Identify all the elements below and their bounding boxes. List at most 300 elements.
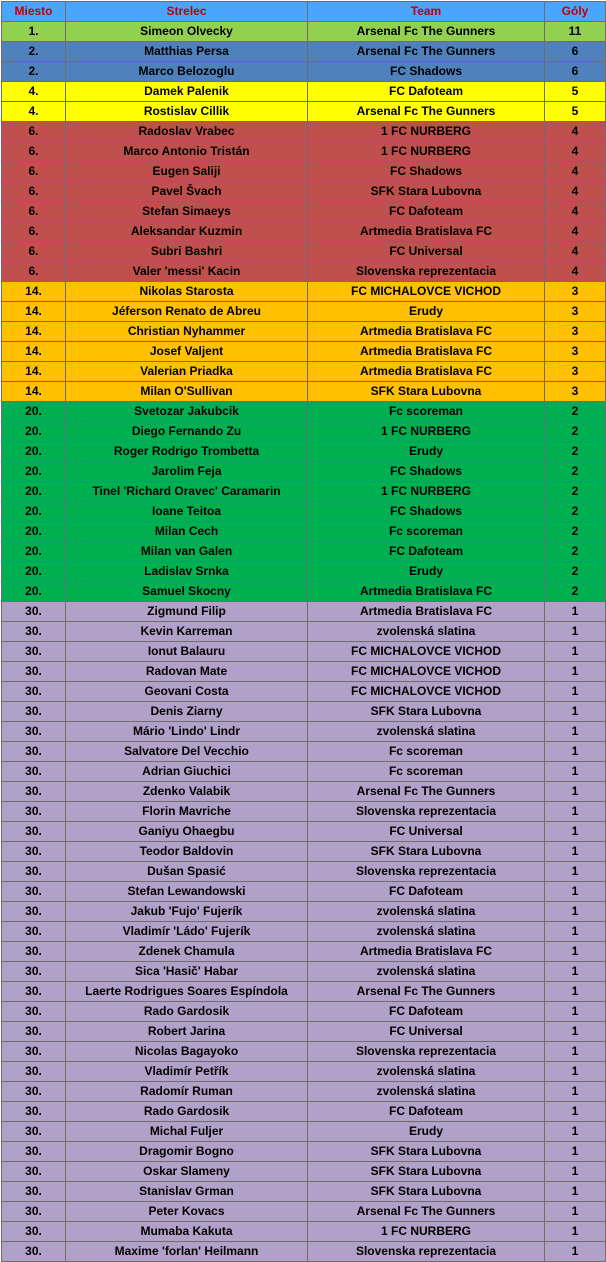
- player-cell: Stefan Lewandowski: [66, 882, 308, 902]
- team-cell: zvolenská slatina: [308, 902, 545, 922]
- rank-cell: 6.: [2, 222, 66, 242]
- player-cell: Vladimír 'Ládo' Fujerík: [66, 922, 308, 942]
- team-cell: FC Dafoteam: [308, 202, 545, 222]
- rank-cell: 1.: [2, 22, 66, 42]
- player-cell: Tinel 'Richard Oravec' Caramarin: [66, 482, 308, 502]
- rank-cell: 30.: [2, 782, 66, 802]
- goals-cell: 4: [545, 202, 606, 222]
- player-cell: Christian Nyhammer: [66, 322, 308, 342]
- team-cell: SFK Stara Lubovna: [308, 842, 545, 862]
- rank-cell: 30.: [2, 642, 66, 662]
- player-cell: Mumaba Kakuta: [66, 1222, 308, 1242]
- rank-cell: 30.: [2, 962, 66, 982]
- team-cell: FC MICHALOVCE VICHOD: [308, 682, 545, 702]
- table-row: [2, 22, 606, 42]
- table-row: [2, 1062, 606, 1082]
- goals-cell: 1: [545, 1222, 606, 1242]
- table-row: [2, 742, 606, 762]
- goals-cell: 2: [545, 402, 606, 422]
- player-cell: Dragomir Bogno: [66, 1142, 308, 1162]
- team-cell: FC MICHALOVCE VICHOD: [308, 282, 545, 302]
- table-row: [2, 442, 606, 462]
- rank-cell: 2.: [2, 42, 66, 62]
- player-cell: Radomír Ruman: [66, 1082, 308, 1102]
- rank-cell: 30.: [2, 1242, 66, 1262]
- goals-cell: 4: [545, 122, 606, 142]
- table-row: [2, 1082, 606, 1102]
- player-cell: Aleksandar Kuzmin: [66, 222, 308, 242]
- table-row: [2, 382, 606, 402]
- rank-cell: 20.: [2, 422, 66, 442]
- goals-cell: 1: [545, 642, 606, 662]
- goals-cell: 4: [545, 262, 606, 282]
- table-row: [2, 302, 606, 322]
- team-cell: FC Dafoteam: [308, 542, 545, 562]
- rank-cell: 30.: [2, 802, 66, 822]
- team-cell: Arsenal Fc The Gunners: [308, 102, 545, 122]
- rank-cell: 6.: [2, 122, 66, 142]
- table-row: [2, 42, 606, 62]
- rank-cell: 30.: [2, 1002, 66, 1022]
- goals-cell: 1: [545, 1162, 606, 1182]
- rank-cell: 30.: [2, 882, 66, 902]
- player-cell: Geovani Costa: [66, 682, 308, 702]
- table-row: [2, 542, 606, 562]
- player-cell: Milan Cech: [66, 522, 308, 542]
- player-cell: Maxime 'forlan' Heilmann: [66, 1242, 308, 1262]
- team-cell: Artmedia Bratislava FC: [308, 342, 545, 362]
- goals-cell: 1: [545, 1062, 606, 1082]
- table-row: [2, 1142, 606, 1162]
- table-body: [2, 22, 606, 1262]
- goals-cell: 1: [545, 1102, 606, 1122]
- goals-cell: 2: [545, 462, 606, 482]
- player-cell: Ganiyu Ohaegbu: [66, 822, 308, 842]
- goals-cell: 4: [545, 142, 606, 162]
- goals-cell: 1: [545, 722, 606, 742]
- goals-cell: 1: [545, 1182, 606, 1202]
- team-cell: zvolenská slatina: [308, 962, 545, 982]
- goals-cell: 1: [545, 942, 606, 962]
- goals-cell: 2: [545, 442, 606, 462]
- team-cell: FC Dafoteam: [308, 882, 545, 902]
- player-cell: Zdenek Chamula: [66, 942, 308, 962]
- table-row: [2, 782, 606, 802]
- rank-cell: 30.: [2, 1142, 66, 1162]
- header-player: Strelec: [66, 2, 308, 22]
- rank-cell: 30.: [2, 682, 66, 702]
- player-cell: Milan van Galen: [66, 542, 308, 562]
- goals-cell: 5: [545, 82, 606, 102]
- table-row: [2, 902, 606, 922]
- rank-cell: 30.: [2, 702, 66, 722]
- team-cell: Erudy: [308, 562, 545, 582]
- team-cell: Fc scoreman: [308, 402, 545, 422]
- goals-cell: 1: [545, 1122, 606, 1142]
- team-cell: Arsenal Fc The Gunners: [308, 782, 545, 802]
- player-cell: Roger Rodrigo Trombetta: [66, 442, 308, 462]
- team-cell: FC Dafoteam: [308, 1002, 545, 1022]
- goals-cell: 1: [545, 822, 606, 842]
- player-cell: Sica 'Hasič' Habar: [66, 962, 308, 982]
- rank-cell: 30.: [2, 1122, 66, 1142]
- player-cell: Adrian Giuchici: [66, 762, 308, 782]
- goals-cell: 1: [545, 662, 606, 682]
- table-row: [2, 522, 606, 542]
- rank-cell: 6.: [2, 182, 66, 202]
- player-cell: Oskar Slameny: [66, 1162, 308, 1182]
- player-cell: Rostislav Cillik: [66, 102, 308, 122]
- goals-cell: 1: [545, 1242, 606, 1262]
- team-cell: FC Universal: [308, 822, 545, 842]
- rank-cell: 20.: [2, 582, 66, 602]
- table-row: [2, 882, 606, 902]
- team-cell: Fc scoreman: [308, 742, 545, 762]
- player-cell: Jéferson Renato de Abreu: [66, 302, 308, 322]
- team-cell: SFK Stara Lubovna: [308, 1162, 545, 1182]
- table-row: [2, 1102, 606, 1122]
- table-row: [2, 342, 606, 362]
- rank-cell: 20.: [2, 462, 66, 482]
- table-header: [2, 2, 606, 22]
- team-cell: 1 FC NURBERG: [308, 422, 545, 442]
- player-cell: Peter Kovacs: [66, 1202, 308, 1222]
- table-row: [2, 582, 606, 602]
- player-cell: Dušan Spasić: [66, 862, 308, 882]
- goals-cell: 1: [545, 1002, 606, 1022]
- rank-cell: 6.: [2, 202, 66, 222]
- player-cell: Ionut Balauru: [66, 642, 308, 662]
- rank-cell: 14.: [2, 322, 66, 342]
- goals-cell: 6: [545, 42, 606, 62]
- rank-cell: 30.: [2, 822, 66, 842]
- team-cell: Arsenal Fc The Gunners: [308, 42, 545, 62]
- team-cell: Artmedia Bratislava FC: [308, 362, 545, 382]
- rank-cell: 14.: [2, 362, 66, 382]
- table-row: [2, 242, 606, 262]
- player-cell: Radoslav Vrabec: [66, 122, 308, 142]
- team-cell: zvolenská slatina: [308, 922, 545, 942]
- goals-cell: 1: [545, 602, 606, 622]
- table-row: [2, 922, 606, 942]
- rank-cell: 30.: [2, 742, 66, 762]
- player-cell: Mário 'Lindo' Lindr: [66, 722, 308, 742]
- rank-cell: 4.: [2, 102, 66, 122]
- table-row: [2, 282, 606, 302]
- table-row: [2, 682, 606, 702]
- player-cell: Nicolas Bagayoko: [66, 1042, 308, 1062]
- team-cell: FC Shadows: [308, 502, 545, 522]
- player-cell: Laerte Rodrigues Soares Espíndola: [66, 982, 308, 1002]
- player-cell: Michal Fuljer: [66, 1122, 308, 1142]
- table-row: [2, 502, 606, 522]
- goals-cell: 2: [545, 422, 606, 442]
- player-cell: Josef Valjent: [66, 342, 308, 362]
- team-cell: FC Universal: [308, 1022, 545, 1042]
- goals-cell: 1: [545, 982, 606, 1002]
- player-cell: Stanislav Grman: [66, 1182, 308, 1202]
- team-cell: SFK Stara Lubovna: [308, 382, 545, 402]
- team-cell: FC Universal: [308, 242, 545, 262]
- goals-cell: 1: [545, 802, 606, 822]
- player-cell: Kevin Karreman: [66, 622, 308, 642]
- team-cell: Artmedia Bratislava FC: [308, 322, 545, 342]
- table-row: [2, 462, 606, 482]
- goals-cell: 1: [545, 702, 606, 722]
- team-cell: FC Dafoteam: [308, 82, 545, 102]
- goals-cell: 1: [545, 762, 606, 782]
- rank-cell: 30.: [2, 1062, 66, 1082]
- goals-cell: 1: [545, 1202, 606, 1222]
- table-row: [2, 702, 606, 722]
- goals-cell: 1: [545, 962, 606, 982]
- player-cell: Eugen Saliji: [66, 162, 308, 182]
- player-cell: Marco Belozoglu: [66, 62, 308, 82]
- player-cell: Svetozar Jakubcik: [66, 402, 308, 422]
- table-row: [2, 722, 606, 742]
- table-row: [2, 162, 606, 182]
- goals-cell: 1: [545, 1142, 606, 1162]
- team-cell: Artmedia Bratislava FC: [308, 222, 545, 242]
- rank-cell: 20.: [2, 502, 66, 522]
- team-cell: FC Shadows: [308, 162, 545, 182]
- player-cell: Teodor Baldovin: [66, 842, 308, 862]
- rank-cell: 30.: [2, 862, 66, 882]
- player-cell: Nikolas Starosta: [66, 282, 308, 302]
- player-cell: Rado Gardosik: [66, 1002, 308, 1022]
- table-row: [2, 1122, 606, 1142]
- rank-cell: 30.: [2, 1162, 66, 1182]
- goals-cell: 3: [545, 342, 606, 362]
- player-cell: Matthias Persa: [66, 42, 308, 62]
- goals-cell: 4: [545, 242, 606, 262]
- rank-cell: 20.: [2, 522, 66, 542]
- rank-cell: 30.: [2, 922, 66, 942]
- team-cell: FC Shadows: [308, 62, 545, 82]
- team-cell: Artmedia Bratislava FC: [308, 942, 545, 962]
- team-cell: Arsenal Fc The Gunners: [308, 22, 545, 42]
- table-row: [2, 1022, 606, 1042]
- goals-cell: 1: [545, 862, 606, 882]
- table-row: [2, 662, 606, 682]
- table-row: [2, 822, 606, 842]
- goals-cell: 1: [545, 922, 606, 942]
- player-cell: Zigmund Filip: [66, 602, 308, 622]
- goals-cell: 6: [545, 62, 606, 82]
- goals-cell: 3: [545, 382, 606, 402]
- goals-cell: 2: [545, 522, 606, 542]
- player-cell: Ioane Teitoa: [66, 502, 308, 522]
- player-cell: Jarolim Feja: [66, 462, 308, 482]
- goals-cell: 4: [545, 182, 606, 202]
- player-cell: Valerian Priadka: [66, 362, 308, 382]
- team-cell: 1 FC NURBERG: [308, 122, 545, 142]
- team-cell: Erudy: [308, 442, 545, 462]
- player-cell: Vladimír Petřík: [66, 1062, 308, 1082]
- table-row: [2, 1182, 606, 1202]
- table-row: [2, 982, 606, 1002]
- goals-cell: 1: [545, 1082, 606, 1102]
- rank-cell: 20.: [2, 482, 66, 502]
- team-cell: Slovenska reprezentacia: [308, 1242, 545, 1262]
- header-rank: Miesto: [2, 2, 66, 22]
- player-cell: Pavel Švach: [66, 182, 308, 202]
- team-cell: Slovenska reprezentacia: [308, 862, 545, 882]
- table-row: [2, 1162, 606, 1182]
- rank-cell: 30.: [2, 1182, 66, 1202]
- team-cell: Arsenal Fc The Gunners: [308, 982, 545, 1002]
- player-cell: Damek Palenik: [66, 82, 308, 102]
- goals-cell: 4: [545, 222, 606, 242]
- rank-cell: 6.: [2, 162, 66, 182]
- rank-cell: 14.: [2, 382, 66, 402]
- rank-cell: 30.: [2, 1082, 66, 1102]
- rank-cell: 30.: [2, 1202, 66, 1222]
- table-row: [2, 802, 606, 822]
- player-cell: Marco Antonio Tristán: [66, 142, 308, 162]
- goals-cell: 2: [545, 482, 606, 502]
- team-cell: 1 FC NURBERG: [308, 482, 545, 502]
- player-cell: Samuel Skocny: [66, 582, 308, 602]
- rank-cell: 30.: [2, 722, 66, 742]
- team-cell: FC Shadows: [308, 462, 545, 482]
- team-cell: Fc scoreman: [308, 522, 545, 542]
- team-cell: FC Dafoteam: [308, 1102, 545, 1122]
- table-row: [2, 1202, 606, 1222]
- team-cell: zvolenská slatina: [308, 622, 545, 642]
- team-cell: Erudy: [308, 302, 545, 322]
- rank-cell: 30.: [2, 1102, 66, 1122]
- goals-cell: 1: [545, 882, 606, 902]
- table-row: [2, 102, 606, 122]
- team-cell: SFK Stara Lubovna: [308, 182, 545, 202]
- goals-cell: 1: [545, 902, 606, 922]
- table-row: [2, 222, 606, 242]
- rank-cell: 30.: [2, 902, 66, 922]
- rank-cell: 20.: [2, 562, 66, 582]
- table-row: [2, 422, 606, 442]
- table-row: [2, 622, 606, 642]
- player-cell: Simeon Olvecky: [66, 22, 308, 42]
- goals-cell: 3: [545, 282, 606, 302]
- table-row: [2, 962, 606, 982]
- player-cell: Milan O'Sullivan: [66, 382, 308, 402]
- team-cell: SFK Stara Lubovna: [308, 702, 545, 722]
- rank-cell: 14.: [2, 302, 66, 322]
- table-row: [2, 62, 606, 82]
- team-cell: SFK Stara Lubovna: [308, 1182, 545, 1202]
- player-cell: Zdenko Valabik: [66, 782, 308, 802]
- rank-cell: 20.: [2, 402, 66, 422]
- goals-cell: 3: [545, 302, 606, 322]
- rank-cell: 30.: [2, 622, 66, 642]
- rank-cell: 4.: [2, 82, 66, 102]
- team-cell: Slovenska reprezentacia: [308, 262, 545, 282]
- goals-cell: 5: [545, 102, 606, 122]
- player-cell: Denis Ziarny: [66, 702, 308, 722]
- player-cell: Stefan Simaeys: [66, 202, 308, 222]
- player-cell: Valer 'messi' Kacin: [66, 262, 308, 282]
- table-row: [2, 482, 606, 502]
- rank-cell: 14.: [2, 342, 66, 362]
- table-row: [2, 142, 606, 162]
- table-row: [2, 1042, 606, 1062]
- rank-cell: 30.: [2, 982, 66, 1002]
- rank-cell: 30.: [2, 602, 66, 622]
- table-row: [2, 562, 606, 582]
- table-row: [2, 362, 606, 382]
- rank-cell: 2.: [2, 62, 66, 82]
- goals-cell: 3: [545, 322, 606, 342]
- goals-cell: 11: [545, 22, 606, 42]
- rank-cell: 6.: [2, 142, 66, 162]
- table-row: [2, 1002, 606, 1022]
- table-row: [2, 82, 606, 102]
- table-row: [2, 322, 606, 342]
- player-cell: Ladislav Srnka: [66, 562, 308, 582]
- team-cell: Arsenal Fc The Gunners: [308, 1202, 545, 1222]
- team-cell: zvolenská slatina: [308, 1082, 545, 1102]
- table-row: [2, 202, 606, 222]
- team-cell: 1 FC NURBERG: [308, 142, 545, 162]
- goals-cell: 1: [545, 1022, 606, 1042]
- goals-cell: 3: [545, 362, 606, 382]
- player-cell: Robert Jarina: [66, 1022, 308, 1042]
- table-row: [2, 842, 606, 862]
- goals-cell: 1: [545, 1042, 606, 1062]
- rank-cell: 20.: [2, 542, 66, 562]
- goals-cell: 1: [545, 842, 606, 862]
- table-row: [2, 862, 606, 882]
- rank-cell: 30.: [2, 942, 66, 962]
- table-row: [2, 642, 606, 662]
- team-cell: FC MICHALOVCE VICHOD: [308, 662, 545, 682]
- team-cell: zvolenská slatina: [308, 1062, 545, 1082]
- table-row: [2, 602, 606, 622]
- table-row: [2, 402, 606, 422]
- rank-cell: 14.: [2, 282, 66, 302]
- team-cell: SFK Stara Lubovna: [308, 1142, 545, 1162]
- goals-cell: 1: [545, 782, 606, 802]
- goals-cell: 2: [545, 582, 606, 602]
- goals-cell: 2: [545, 542, 606, 562]
- goals-cell: 4: [545, 162, 606, 182]
- rank-cell: 30.: [2, 1042, 66, 1062]
- goals-cell: 1: [545, 682, 606, 702]
- team-cell: FC MICHALOVCE VICHOD: [308, 642, 545, 662]
- team-cell: Slovenska reprezentacia: [308, 1042, 545, 1062]
- team-cell: Fc scoreman: [308, 762, 545, 782]
- header-team: Team: [308, 2, 545, 22]
- rank-cell: 6.: [2, 242, 66, 262]
- player-cell: Subri Bashri: [66, 242, 308, 262]
- player-cell: Salvatore Del Vecchio: [66, 742, 308, 762]
- player-cell: Radovan Mate: [66, 662, 308, 682]
- table-row: [2, 1242, 606, 1262]
- rank-cell: 30.: [2, 762, 66, 782]
- rank-cell: 6.: [2, 262, 66, 282]
- goals-cell: 1: [545, 742, 606, 762]
- table-row: [2, 122, 606, 142]
- table-row: [2, 182, 606, 202]
- goals-cell: 1: [545, 622, 606, 642]
- rank-cell: 30.: [2, 662, 66, 682]
- goals-cell: 2: [545, 562, 606, 582]
- rank-cell: 30.: [2, 1222, 66, 1242]
- header-goals: Góly: [545, 2, 606, 22]
- player-cell: Diego Fernando Zu: [66, 422, 308, 442]
- team-cell: zvolenská slatina: [308, 722, 545, 742]
